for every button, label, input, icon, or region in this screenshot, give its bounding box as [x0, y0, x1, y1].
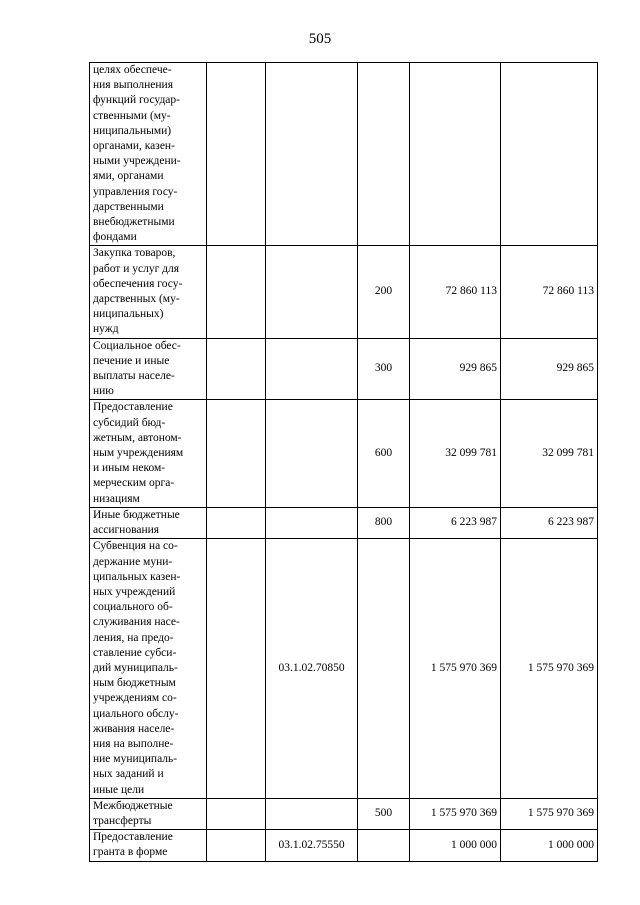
name-line: Межбюджетные — [93, 799, 173, 812]
row-name-cell — [90, 246, 207, 338]
name-line: живания населе- — [93, 722, 175, 735]
name-line: ния выполнения — [93, 79, 173, 92]
value1-cell: 1 000 000 — [410, 830, 501, 861]
type-cell: 800 — [358, 507, 410, 538]
row-name-cell — [90, 63, 207, 246]
value1-cell: 1 575 970 369 — [410, 539, 501, 798]
table-row — [90, 539, 598, 798]
name-line: выплаты населе- — [93, 370, 175, 383]
name-line: держание муни- — [93, 555, 173, 568]
name-line: Социальное обес- — [93, 339, 181, 352]
name-line: ние муниципаль- — [93, 753, 178, 766]
name-line: Закупка товаров, — [93, 247, 176, 260]
name-line: нию — [93, 385, 114, 398]
name-line: Иные бюджетные — [93, 508, 180, 521]
name-line: дий муниципаль- — [93, 661, 178, 674]
name-line: ных учреждений — [93, 585, 176, 598]
code-cell — [266, 63, 358, 246]
name-line: ными учреждени- — [93, 155, 181, 168]
empty-cell — [207, 338, 266, 400]
empty-cell — [207, 63, 266, 246]
name-line: нужд — [93, 323, 119, 336]
name-line: ассигнования — [93, 524, 160, 537]
name-line: работ и услуг для — [93, 262, 180, 275]
table-row — [90, 63, 598, 246]
code-cell — [266, 338, 358, 400]
name-line: дарственными — [93, 200, 164, 213]
empty-cell — [207, 400, 266, 507]
name-line: низациям — [93, 492, 140, 505]
table-row — [90, 507, 598, 538]
name-line: социального об- — [93, 601, 173, 614]
name-line: Субвенция на со- — [93, 540, 178, 553]
code-cell: 03.1.02.75550 — [266, 830, 358, 861]
value1-cell: 1 575 970 369 — [410, 798, 501, 829]
name-line: ципальных казен- — [93, 570, 181, 583]
budget-table — [89, 62, 598, 862]
name-line: ниципальных) — [93, 308, 164, 321]
type-cell: 200 — [358, 246, 410, 338]
table-row — [90, 400, 598, 507]
code-cell: 03.1.02.70850 — [266, 539, 358, 798]
row-name-cell — [90, 400, 207, 507]
name-line: внебюджетными — [93, 216, 175, 229]
name-line: трансферты — [93, 814, 152, 827]
name-line: субсидий бюд- — [93, 416, 166, 429]
name-line: Предоставление — [93, 401, 173, 414]
code-cell — [266, 400, 358, 507]
value2-cell: 72 860 113 — [501, 246, 598, 338]
type-cell — [358, 63, 410, 246]
row-name-cell — [90, 507, 207, 538]
table-row — [90, 338, 598, 400]
name-line: управления госу- — [93, 185, 178, 198]
name-line: и иным неком- — [93, 462, 166, 475]
name-line: фондами — [93, 231, 137, 244]
name-line: обеспечения госу- — [93, 277, 183, 290]
value1-cell: 929 865 — [410, 338, 501, 400]
name-line: иные цели — [93, 783, 145, 796]
code-cell — [266, 507, 358, 538]
name-line: жетным, автоном- — [93, 431, 182, 444]
empty-cell — [207, 246, 266, 338]
row-name-cell — [90, 338, 207, 400]
row-name-cell — [90, 830, 207, 861]
name-line: ления, на предо- — [93, 631, 174, 644]
type-cell: 500 — [358, 798, 410, 829]
value1-cell — [410, 63, 501, 246]
code-cell — [266, 246, 358, 338]
name-line: ных заданий и — [93, 768, 164, 781]
name-line: печение и иные — [93, 354, 170, 367]
value2-cell — [501, 63, 598, 246]
name-line: ственными (му- — [93, 109, 171, 122]
empty-cell — [207, 798, 266, 829]
empty-cell — [207, 507, 266, 538]
name-line: мерческим орга- — [93, 477, 175, 490]
name-line: циального обслу- — [93, 707, 179, 720]
name-line: дарственных (му- — [93, 293, 180, 306]
name-line: целях обеспече- — [93, 64, 172, 76]
empty-cell — [207, 539, 266, 798]
type-cell: 300 — [358, 338, 410, 400]
name-line: ставление субси- — [93, 646, 177, 659]
value2-cell: 1 000 000 — [501, 830, 598, 861]
name-line: служивания насе- — [93, 616, 180, 629]
name-line: ями, органами — [93, 170, 164, 183]
name-line: ным бюджетным — [93, 677, 176, 690]
type-cell: 600 — [358, 400, 410, 507]
type-cell — [358, 830, 410, 861]
name-line: гранта в форме — [93, 846, 168, 859]
value2-cell: 1 575 970 369 — [501, 798, 598, 829]
name-line: Предоставление — [93, 831, 173, 844]
value2-cell: 929 865 — [501, 338, 598, 400]
name-line: ниципальными) — [93, 124, 172, 137]
name-line: органами, казен- — [93, 140, 175, 153]
table-row — [90, 246, 598, 338]
empty-cell — [207, 830, 266, 861]
value2-cell: 32 099 781 — [501, 400, 598, 507]
row-name-cell — [90, 539, 207, 798]
code-cell — [266, 798, 358, 829]
value2-cell: 1 575 970 369 — [501, 539, 598, 798]
name-line: ным учреждениям — [93, 447, 184, 460]
value2-cell: 6 223 987 — [501, 507, 598, 538]
table-row — [90, 830, 598, 861]
page-number: 505 — [308, 31, 332, 47]
name-line: учреждениям со- — [93, 692, 177, 705]
value1-cell: 6 223 987 — [410, 507, 501, 538]
table-row — [90, 798, 598, 829]
type-cell — [358, 539, 410, 798]
value1-cell: 32 099 781 — [410, 400, 501, 507]
value1-cell: 72 860 113 — [410, 246, 501, 338]
row-name-cell — [90, 798, 207, 829]
name-line: функций государ- — [93, 94, 180, 107]
name-line: ния на выполне- — [93, 737, 174, 750]
